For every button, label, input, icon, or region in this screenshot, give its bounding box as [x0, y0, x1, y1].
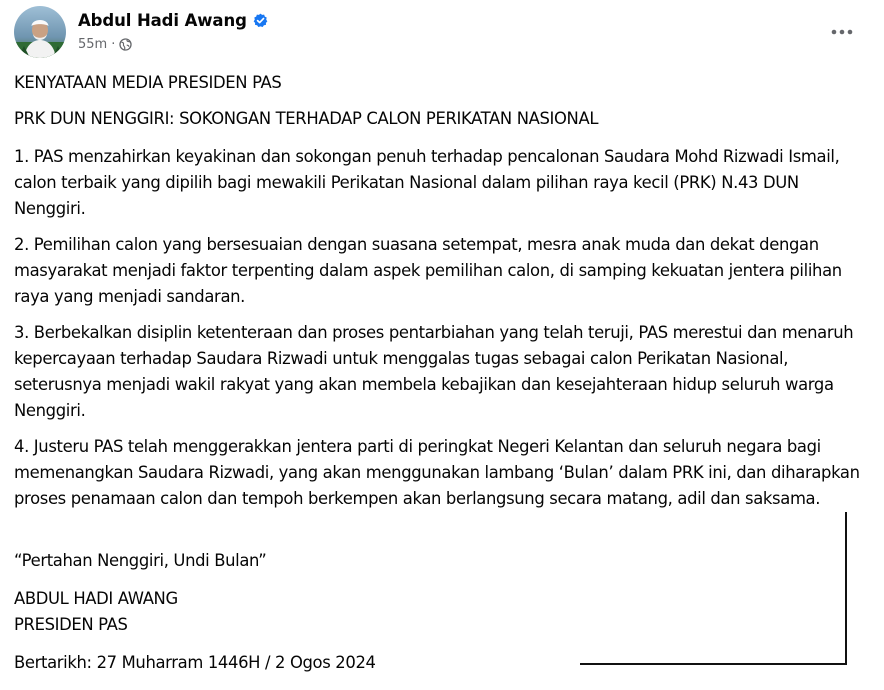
- paragraph-4: 4. Justeru PAS telah menggerakkan jentera parti di peringkat Negeri Kelantan dan seluruh negara bagi memenangkan Saudara Rizwadi, yang akan menggunakan lambang ‘Bulan’ dalam PRK ini, dan diharapkan proses penamaan calon dan tempoh berkempen akan berlangsung secara matang, adil dan saksama.: [14, 437, 860, 508]
- author-row: [78, 8, 268, 32]
- author-name[interactable]: Abdul Hadi Awang: [78, 10, 247, 30]
- paragraph-2: 2. Pemilihan calon yang bersesuaian dengan suasana setempat, mesra anak muda dan dekat dengan masyarakat menjadi faktor terpenting dalam aspek pemilihan calon, di samping kekuatan jentera pilihan raya yang menjadi sandaran.: [14, 235, 842, 306]
- annotation-line-vertical: [845, 512, 847, 664]
- more-options-icon: [831, 29, 853, 35]
- signature-name: ABDUL HADI AWANG: [14, 589, 178, 608]
- paragraph-3: 3. Berbekalkan disiplin ketenteraan dan proses pentarbiahan yang telah teruji, PAS merestui dan menaruh kepercayaan terhadap Saudara Rizwadi untuk menggalas tugas sebagai calon Perikatan Nasional, seterusnya menjadi wakil rakyat yang akan membela kebajikan dan kesejahteraan hidup seluruh warga Nenggiri.: [14, 323, 854, 420]
- statement-date: Bertarikh: 27 Muharram 1446H / 2 Ogos 2024: [14, 653, 376, 672]
- annotation-line-horizontal: [580, 663, 847, 665]
- separator-dot: ·: [111, 36, 116, 52]
- signature-title: PRESIDEN PAS: [14, 615, 128, 634]
- more-options-button[interactable]: [824, 18, 860, 46]
- avatar[interactable]: [14, 6, 66, 58]
- globe-icon[interactable]: [119, 38, 132, 51]
- post-header: [14, 6, 268, 62]
- post-subtitle: [78, 34, 268, 54]
- post-timestamp[interactable]: 55m: [78, 36, 108, 52]
- avatar-image: [14, 6, 66, 58]
- statement-subheading: PRK DUN NENGGIRI: SOKONGAN TERHADAP CALON PERIKATAN NASIONAL: [14, 109, 599, 128]
- statement-heading: KENYATAAN MEDIA PRESIDEN PAS: [14, 73, 282, 92]
- slogan: “Pertahan Nenggiri, Undi Bulan”: [14, 551, 267, 570]
- verified-badge-icon: [253, 13, 268, 28]
- post-meta: [78, 6, 268, 54]
- paragraph-1: 1. PAS menzahirkan keyakinan dan sokongan penuh terhadap pencalonan Saudara Mohd Rizwadi Ismail, calon terbaik yang dipilih bagi mewakili Perikatan Nasional dalam pilihan raya kecil (PRK) N.43 DUN Nenggiri.: [14, 147, 840, 218]
